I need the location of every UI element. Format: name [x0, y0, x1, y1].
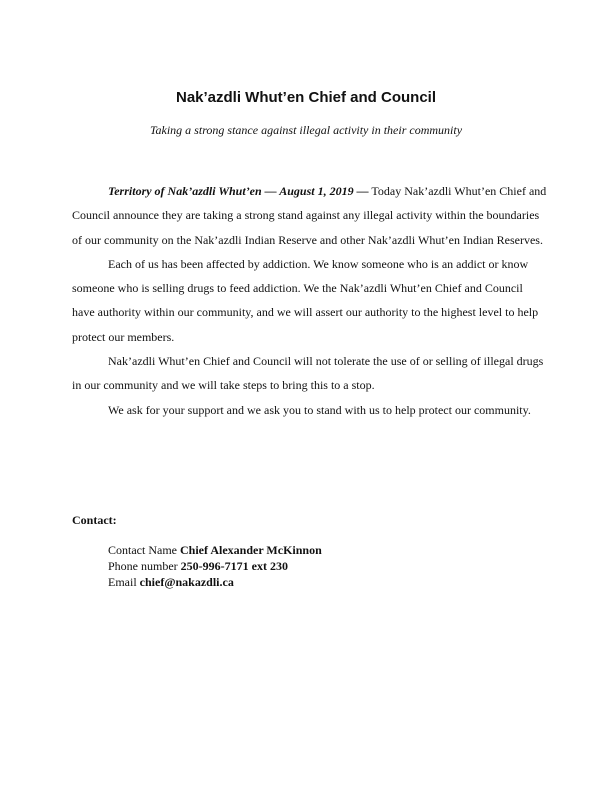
paragraph-1-text: Today Nak’azdli Whut’en Chief and Council announce they are taking a strong stand against any illegal activity within the boundaries of our community on the Nak’azdli Indian Reserve and other Nak’azdli Whut’en Indian Reserves. — [72, 184, 547, 247]
contact-phone-line — [108, 558, 322, 574]
contact-email-label: Email — [108, 575, 140, 589]
paragraph-2: Each of us has been affected by addiction. We know someone who is an addict or know someone who is selling drugs to feed addiction. We the Nak’azdli Whut’en Chief and Council have authority within our community, and we will assert our authority to the highest level to help protect our members. — [72, 256, 539, 344]
contact-phone-value: 250-996-7171 ext 230 — [180, 559, 288, 573]
contact-email-line — [108, 574, 322, 590]
page-title: Nak’azdli Whut’en Chief and Council — [175, 89, 436, 106]
contact-heading: Contact: — [72, 513, 117, 527]
paragraph-3: Nak’azdli Whut’en Chief and Council will not tolerate the use of or selling of illegal drugs in our community and we will take steps to bring this to a stop. — [72, 354, 544, 393]
dateline: Territory of Nak’azdli Whut’en — August 1, 2019 — — [108, 184, 369, 198]
contact-name-value: Chief Alexander McKinnon — [179, 543, 322, 557]
contact-email-value[interactable]: chief@nakazdli.ca — [139, 575, 234, 589]
contact-name-line — [108, 542, 322, 558]
page-subtitle: Taking a strong stance against illegal activity in their community — [149, 123, 463, 137]
paragraph-1 — [72, 179, 548, 252]
paragraph-4: We ask for your support and we ask you to stand with us to help protect our community. — [108, 402, 531, 417]
contact-details — [108, 542, 322, 590]
contact-phone-label: Phone number — [108, 559, 181, 573]
press-release-body — [72, 179, 548, 422]
contact-name-label: Contact Name — [108, 543, 180, 557]
